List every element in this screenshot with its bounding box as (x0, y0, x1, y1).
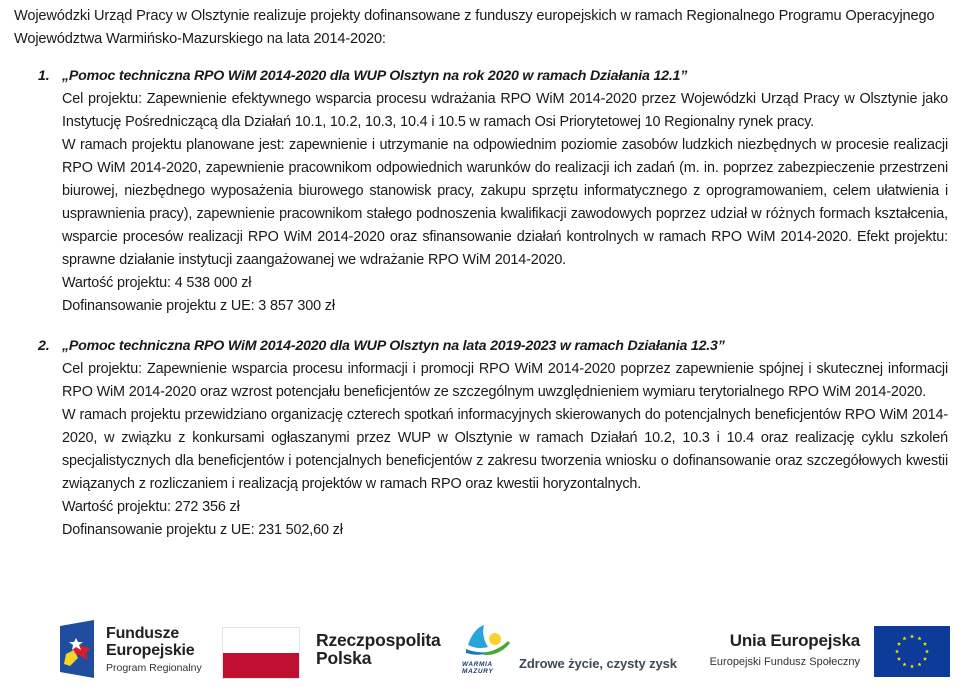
flag-white-stripe (223, 628, 299, 653)
project-eu-funding: Dofinansowanie projektu z UE: 231 502,60 zł (62, 522, 343, 538)
ue-line2: Europejski Fundusz Społeczny (709, 656, 860, 668)
rp-line1: Rzeczpospolita (316, 630, 441, 650)
eu-star-icon (923, 642, 927, 646)
ue-line1: Unia Europejska (729, 631, 860, 650)
warmia-mazury-icon (462, 623, 512, 661)
logo-bar (0, 605, 975, 697)
rp-line2: Polska (316, 648, 372, 668)
project-item (38, 335, 950, 542)
project-title: „Pomoc techniczna RPO WiM 2014-2020 dla WUP Olsztyn na rok 2020 w ramach Działania 12.1” (62, 68, 688, 84)
mazury-line: MAZURY (462, 668, 494, 675)
warmia-mazury-text (462, 661, 493, 675)
fundusze-europejskie-icon (60, 620, 94, 678)
eu-star-icon (925, 649, 929, 653)
intro-paragraph (14, 5, 959, 51)
project-heading (38, 335, 950, 358)
eu-star-icon (897, 657, 901, 661)
project-description: W ramach projektu przewidziano organizację czterech spotkań informacyjnych skierowanych do potencjalnych beneficjentów RPO WiM 2014-2020, w związku z konkursami ogłaszanymi przez WUP w Olsztynie w ramach Działań 10.2, 10.3 i 10.4 oraz realizację cyklu szkoleń specjalistycznych dla beneficjentów i potencjalnych beneficjentów z zakresu tworzenia wniosku o dofinansowanie oraz szczegółowych kwestii związanych z rozliczaniem i realizacją projektów w ramach RPO oraz kwestii horyzontalnych. (62, 407, 948, 492)
project-goal: Cel projektu: Zapewnienie efektywnego wsparcia procesu wdrażania RPO WiM 2014-2020 przez Wojewódzki Urząd Pracy w Olsztynie jako Instytucję Pośredniczącą dla Działań 10.1, 10.2, 10.3, 10.4 i 10.5 w ramach Osi Priorytetowej 10 Regionalny rynek pracy. (62, 91, 948, 130)
project-description: W ramach projektu planowane jest: zapewnienie i utrzymanie na odpowiednim poziomie zasobów ludzkich niezbędnych w procesie realizacji RPO WiM 2014-2020, zapewnienie pracownikom odpowiednich warunków do realizacji ich zadań (m. in. poprzez zabezpieczenie przestrzeni biurowej, niezbędnego wyposażenia biurowego stanowisk pracy, zakupu sprzętu informatycznego z oprogramowaniem, celem ułatwienia i usprawnienia pracy), zapewnienie pracownikom stałego podnoszenia kwalifikacji zawodowych poprzez udział w różnych formach kształcenia, wsparcie procesów realizacji RPO WiM 2014-2020 oraz sfinansowanie działań kontrolnych w ramach RPO WiM 2014-2020. Efekt projektu: sprawne działanie instytucji zaangażowanej we wdrażanie RPO WiM 2014-2020. (62, 137, 948, 268)
project-item (38, 65, 950, 318)
unia-europejska-logo (700, 632, 860, 669)
fundusze-europejskie-logo (60, 620, 220, 680)
flag-red-stripe (223, 653, 299, 678)
project-number: 2. (38, 338, 50, 354)
project-value: Wartość projektu: 4 538 000 zł (62, 275, 252, 291)
eu-stars (874, 626, 950, 677)
intro-line: Wojewódzki Urząd Pracy w Olsztynie realizuje projekty dofinansowane z funduszy europejskich w ramach Regionalnego Programu Operacyjnego (14, 8, 935, 24)
project-heading (38, 65, 950, 88)
fundusze-line3: Program Regionalny (106, 662, 202, 674)
eu-flag-icon (874, 626, 950, 677)
fundusze-line1: Fundusze (106, 625, 180, 642)
project-body (62, 88, 948, 318)
fundusze-line2: Europejskie (106, 642, 195, 659)
project-title: „Pomoc techniczna RPO WiM 2014-2020 dla WUP Olsztyn na lata 2019-2023 w ramach Działania 12.3” (62, 338, 725, 354)
poland-flag-icon (222, 627, 300, 679)
eu-star-icon (923, 657, 927, 661)
project-body (62, 358, 948, 542)
eu-star-icon (897, 642, 901, 646)
project-goal: Cel projektu: Zapewnienie wsparcia procesu informacji i promocji RPO WiM 2014-2020 poprzez zapewnienie spójnej i skutecznej informacji RPO WiM 2014-2020 oraz wzrost potencjału beneficjentów ze szczególnym uwzględnieniem wymiaru terytorialnego RPO WiM 2014-2020. (62, 361, 948, 400)
project-number: 1. (38, 68, 50, 84)
eu-star-icon (910, 634, 914, 638)
project-eu-funding: Dofinansowanie projektu z UE: 3 857 300 zł (62, 298, 335, 314)
eu-star-icon (917, 662, 921, 666)
eu-star-icon (895, 649, 899, 653)
project-value: Wartość projektu: 272 356 zł (62, 499, 240, 515)
eu-star-icon (902, 662, 906, 666)
slogan-text: Zdrowe życie, czysty zysk (519, 656, 677, 671)
rzeczpospolita-polska-logo (316, 631, 441, 667)
eu-star-icon (902, 636, 906, 640)
warmia-line: WARMIA (462, 661, 493, 668)
eu-star-icon (917, 636, 921, 640)
warmia-mazury-logo (462, 623, 512, 678)
eu-star-icon (910, 664, 914, 668)
intro-line: Województwa Warmińsko-Mazurskiego na lata 2014-2020: (14, 31, 386, 47)
